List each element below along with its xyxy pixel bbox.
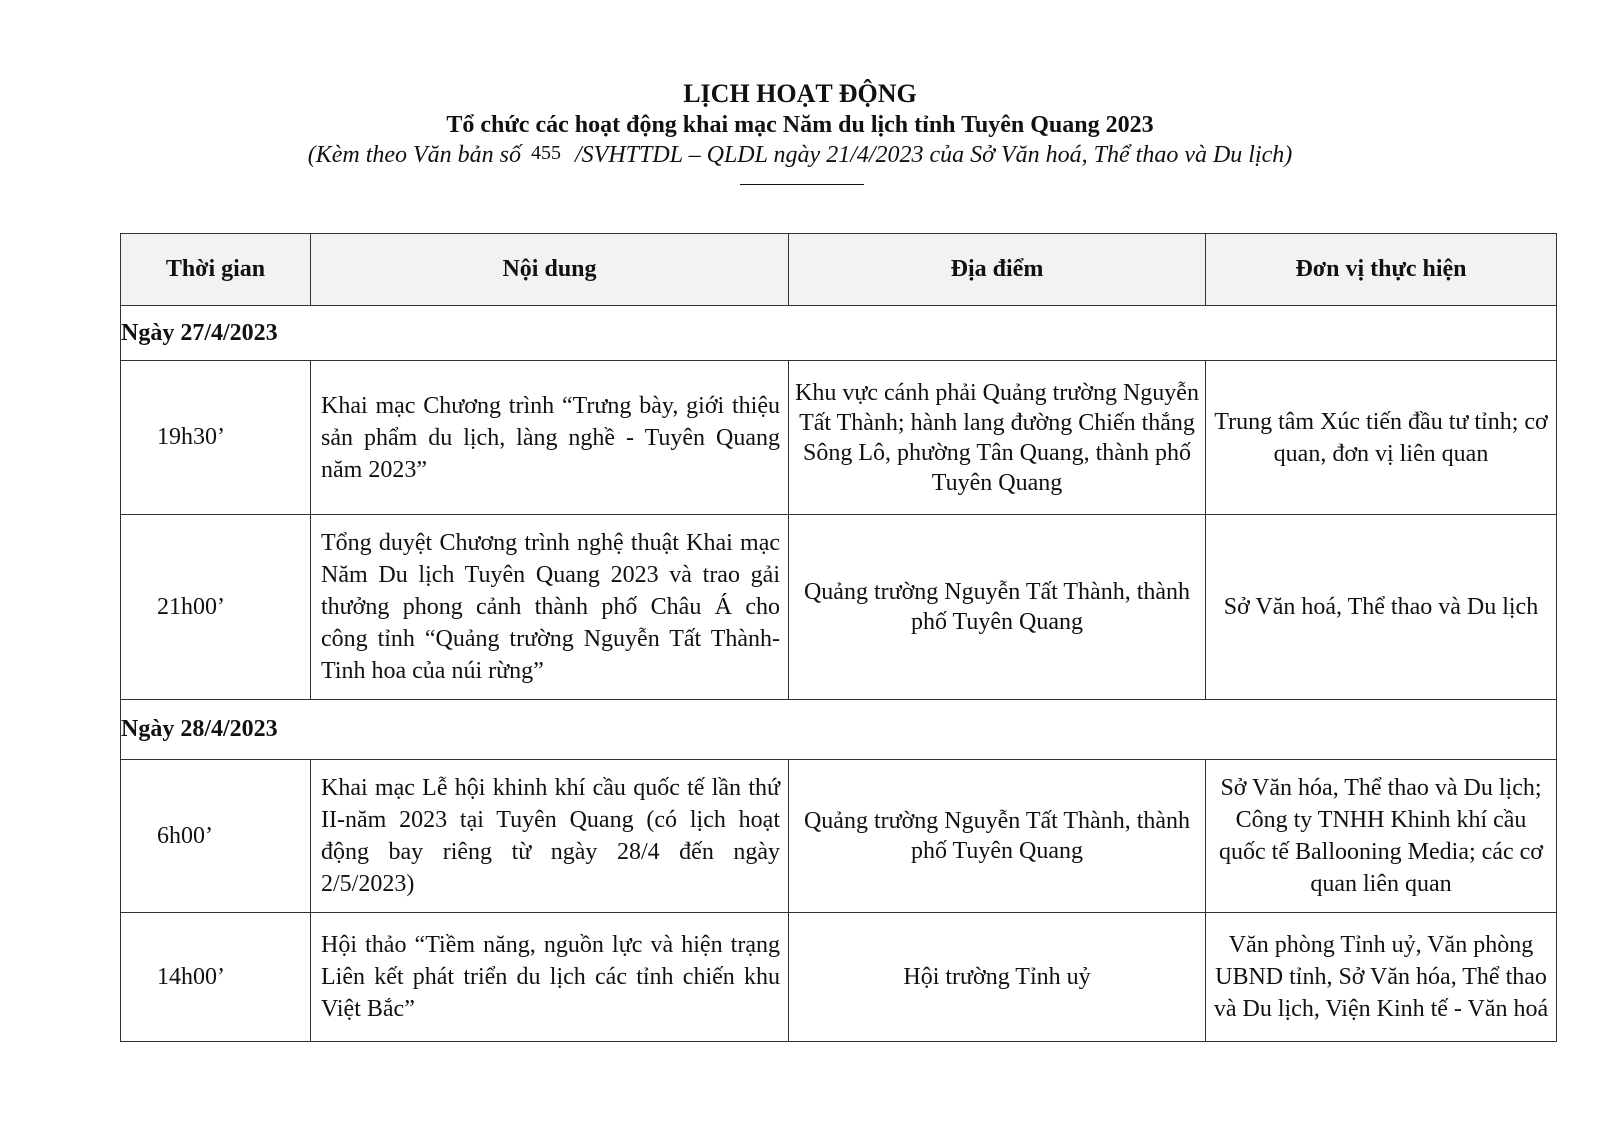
cell-place: Quảng trường Nguyễn Tất Thành, thành phố Tuyên Quang	[789, 515, 1206, 700]
cell-place: Khu vực cánh phải Quảng trường Nguyễn Tất Thành; hành lang đường Chiến thắng Sông Lô, phường Tân Quang, thành phố Tuyên Quang	[789, 361, 1206, 515]
cell-time: 6h00’	[121, 760, 311, 913]
cell-time: 21h00’	[121, 515, 311, 700]
cell-content: Tổng duyệt Chương trình nghệ thuật Khai mạc Năm Du lịch Tuyên Quang 2023 và trao gải thưởng phong cảnh thành phố Châu Á cho công tỉnh “Quảng trường Nguyễn Tất Thành- Tinh hoa của núi rừng”	[311, 515, 789, 700]
document-reference	[0, 140, 1600, 171]
table-row	[121, 760, 1557, 913]
header-divider	[740, 184, 864, 185]
document-title: LỊCH HOẠT ĐỘNG	[683, 79, 917, 108]
cell-content: Khai mạc Chương trình “Trưng bày, giới thiệu sản phẩm du lịch, làng nghề - Tuyên Quang năm 2023”	[311, 361, 789, 515]
day-date: Ngày 27/4/2023	[121, 306, 1557, 361]
header-place: Địa điểm	[789, 234, 1206, 306]
header-content: Nội dung	[311, 234, 789, 306]
cell-place: Hội trường Tỉnh uỷ	[789, 913, 1206, 1042]
day-row	[121, 700, 1557, 760]
cell-place: Quảng trường Nguyễn Tất Thành, thành phố Tuyên Quang	[789, 760, 1206, 913]
table-row	[121, 515, 1557, 700]
table-row	[121, 361, 1557, 515]
reference-suffix: /SVHTTDL – QLDL ngày 21/4/2023 của Sở Văn hoá, Thể thao và Du lịch)	[575, 142, 1293, 168]
cell-unit: Văn phòng Tỉnh uỷ, Văn phòng UBND tỉnh, Sở Văn hóa, Thể thao và Du lịch, Viện Kinh tế - Văn hoá	[1206, 913, 1557, 1042]
document-subtitle: Tổ chức các hoạt động khai mạc Năm du lịch tỉnh Tuyên Quang 2023	[446, 112, 1154, 138]
cell-unit: Sở Văn hóa, Thể thao và Du lịch; Công ty TNHH Khinh khí cầu quốc tế Ballooning Media; các cơ quan liên quan	[1206, 760, 1557, 913]
table-row	[121, 913, 1557, 1042]
table-header-row	[121, 234, 1557, 306]
header-unit: Đơn vị thực hiện	[1206, 234, 1557, 306]
cell-content: Hội thảo “Tiềm năng, nguồn lực và hiện trạng Liên kết phát triển du lịch các tỉnh chiến khu Việt Bắc”	[311, 913, 789, 1042]
header-time: Thời gian	[121, 234, 311, 306]
schedule-table	[120, 233, 1557, 1042]
cell-unit: Sở Văn hoá, Thể thao và Du lịch	[1206, 515, 1557, 700]
document-header	[0, 78, 1600, 171]
day-date: Ngày 28/4/2023	[121, 700, 1557, 760]
cell-content: Khai mạc Lễ hội khinh khí cầu quốc tế lần thứ II-năm 2023 tại Tuyên Quang (có lịch hoạt động bay riêng từ ngày 28/4 đến ngày 2/5/2023)	[311, 760, 789, 913]
reference-number: 455	[531, 142, 562, 164]
cell-time: 19h30’	[121, 361, 311, 515]
cell-unit: Trung tâm Xúc tiến đầu tư tỉnh; cơ quan, đơn vị liên quan	[1206, 361, 1557, 515]
reference-prefix: (Kèm theo Văn bản số	[307, 142, 522, 168]
day-row	[121, 306, 1557, 361]
cell-time: 14h00’	[121, 913, 311, 1042]
